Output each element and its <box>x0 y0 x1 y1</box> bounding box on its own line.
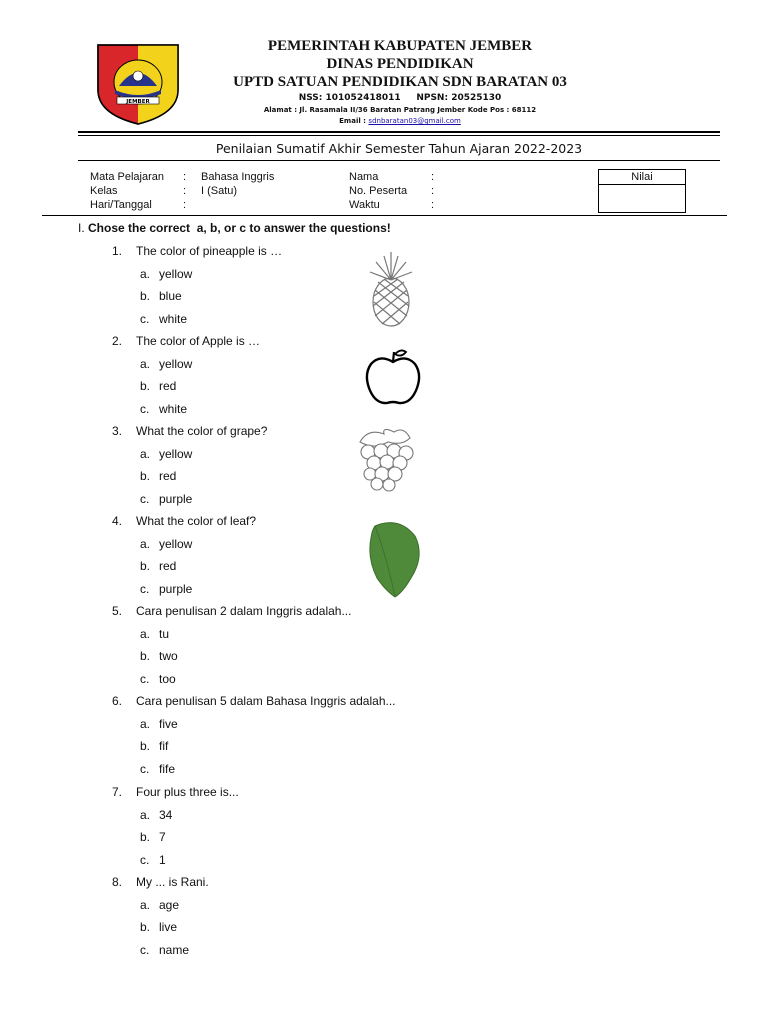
email-label: Email : <box>339 117 369 125</box>
regency-logo <box>95 42 181 126</box>
colon: : <box>183 185 187 197</box>
option-letter: a. <box>140 627 151 641</box>
header-email-line <box>200 117 600 125</box>
option[interactable] <box>140 492 192 506</box>
score-box <box>598 169 686 213</box>
question-6 <box>112 694 396 708</box>
header-department: DINAS PENDIDIKAN <box>326 56 474 72</box>
option[interactable] <box>140 537 192 551</box>
option-letter: a. <box>140 447 151 461</box>
option-text: tu <box>159 627 170 641</box>
label-class: Kelas <box>90 185 118 197</box>
option[interactable] <box>140 762 175 776</box>
question-7 <box>112 785 239 799</box>
option[interactable] <box>140 267 192 281</box>
option-letter: c. <box>140 762 150 776</box>
option-letter: b. <box>140 830 151 844</box>
question-text: What the color of grape? <box>136 424 268 438</box>
option-text: white <box>159 312 188 326</box>
option-text: yellow <box>159 447 193 461</box>
option[interactable] <box>140 312 187 326</box>
email-link[interactable]: sdnbaratan03@gmail.com <box>368 117 461 125</box>
option[interactable] <box>140 402 187 416</box>
option-text: two <box>159 649 178 663</box>
question-text: My ... is Rani. <box>136 875 209 889</box>
colon: : <box>183 199 187 211</box>
question-text: The color of pineapple is … <box>136 244 283 258</box>
label-name: Nama <box>349 171 379 183</box>
score-label: Nilai <box>599 170 685 185</box>
option[interactable] <box>140 649 178 663</box>
option[interactable] <box>140 943 189 957</box>
option-text: five <box>159 717 178 731</box>
option-text: purple <box>159 492 193 506</box>
option-letter: c. <box>140 672 150 686</box>
question-number: 4. <box>112 514 123 528</box>
option[interactable] <box>140 379 176 393</box>
pineapple-drawing <box>362 250 420 335</box>
option-letter: b. <box>140 289 151 303</box>
section-number: I. <box>78 221 85 235</box>
option-text: age <box>159 898 180 912</box>
question-text: Four plus three is... <box>136 785 239 799</box>
option-letter: a. <box>140 357 151 371</box>
option[interactable] <box>140 559 176 573</box>
exam-title: Penilaian Sumatif Akhir Semester Tahun Ajaran 2022-2023 <box>215 141 583 156</box>
question-text: Cara penulisan 2 dalam Inggris adalah... <box>136 604 352 618</box>
question-8 <box>112 875 209 889</box>
section-instruction-text: Chose the correct a, b, or c to answer the questions! <box>88 221 391 235</box>
option-letter: b. <box>140 739 151 753</box>
colon: : <box>183 171 187 183</box>
header-school: UPTD SATUAN PENDIDIKAN SDN BARATAN 03 <box>233 74 567 90</box>
question-number: 7. <box>112 785 123 799</box>
question-1 <box>112 244 282 258</box>
apple-outline <box>360 346 426 413</box>
colon: : <box>431 185 435 197</box>
option[interactable] <box>140 469 176 483</box>
question-number: 2. <box>112 334 123 348</box>
option[interactable] <box>140 289 182 303</box>
info-left-colons <box>183 170 186 212</box>
option-text: yellow <box>159 537 193 551</box>
option[interactable] <box>140 853 166 867</box>
option-text: yellow <box>159 267 193 281</box>
option-letter: a. <box>140 717 151 731</box>
question-5 <box>112 604 351 618</box>
header-address: Alamat : Jl. Rasamala II/36 Baratan Patrang Jember Kode Pos : 68112 <box>263 106 537 114</box>
question-number: 3. <box>112 424 123 438</box>
question-3 <box>112 424 267 438</box>
option-text: red <box>159 469 177 483</box>
option-letter: b. <box>140 379 151 393</box>
question-text: Cara penulisan 5 dalam Bahasa Inggris adalah... <box>136 694 396 708</box>
option-text: fife <box>159 762 176 776</box>
option-text: too <box>159 672 176 686</box>
option[interactable] <box>140 672 176 686</box>
option[interactable] <box>140 920 177 934</box>
info-left-values <box>201 170 274 198</box>
option[interactable] <box>140 582 192 596</box>
option-text: name <box>159 943 190 957</box>
option-text: red <box>159 559 177 573</box>
option[interactable] <box>140 447 192 461</box>
question-text: The color of Apple is … <box>136 334 261 348</box>
option-text: red <box>159 379 177 393</box>
option-text: 34 <box>159 808 173 822</box>
option-text: live <box>159 920 178 934</box>
info-divider <box>42 215 727 216</box>
question-text: What the color of leaf? <box>136 514 257 528</box>
option-letter: c. <box>140 312 150 326</box>
option-letter: a. <box>140 537 151 551</box>
question-4 <box>112 514 256 528</box>
option-letter: c. <box>140 492 150 506</box>
question-number: 1. <box>112 244 123 258</box>
option[interactable] <box>140 830 166 844</box>
option[interactable] <box>140 739 168 753</box>
option-letter: b. <box>140 920 151 934</box>
option-text: purple <box>159 582 193 596</box>
info-right-labels <box>349 170 407 212</box>
question-number: 5. <box>112 604 123 618</box>
option-letter: a. <box>140 267 151 281</box>
colon: : <box>431 171 435 183</box>
option-letter: c. <box>140 943 150 957</box>
option-letter: b. <box>140 559 151 573</box>
option-text: 7 <box>159 830 166 844</box>
question-number: 6. <box>112 694 123 708</box>
label-participant-number: No. Peserta <box>349 185 408 197</box>
grape-drawing <box>354 428 422 499</box>
info-left-labels <box>90 170 164 212</box>
option[interactable] <box>140 717 178 731</box>
option-letter: a. <box>140 898 151 912</box>
option-text: blue <box>159 289 182 303</box>
info-right-colons <box>431 170 434 212</box>
option[interactable] <box>140 808 172 822</box>
header-divider-thin <box>78 135 720 136</box>
logo-text: JEMBER <box>126 99 150 105</box>
question-number: 8. <box>112 875 123 889</box>
option-text: 1 <box>159 853 166 867</box>
option-text: fif <box>159 739 169 753</box>
option-letter: b. <box>140 649 151 663</box>
option-letter: c. <box>140 582 150 596</box>
label-day-date: Hari/Tanggal <box>90 199 152 211</box>
section-instruction <box>78 221 391 235</box>
option[interactable] <box>140 627 169 641</box>
title-divider <box>78 160 720 161</box>
header-divider <box>78 131 720 133</box>
option-letter: c. <box>140 853 150 867</box>
value-subject: Bahasa Inggris <box>201 171 275 183</box>
green-leaf <box>365 518 423 603</box>
label-time: Waktu <box>349 199 380 211</box>
colon: : <box>431 199 435 211</box>
option-letter: c. <box>140 402 150 416</box>
option-text: white <box>159 402 188 416</box>
option[interactable] <box>140 898 179 912</box>
option-letter: b. <box>140 469 151 483</box>
option-text: yellow <box>159 357 193 371</box>
question-2 <box>112 334 260 348</box>
value-class: I (Satu) <box>201 185 238 197</box>
option-letter: a. <box>140 808 151 822</box>
header-nss-npsn: NSS: 101052418011 NPSN: 20525130 <box>298 93 502 103</box>
header-government: PEMERINTAH KABUPATEN JEMBER <box>267 38 533 54</box>
option[interactable] <box>140 357 192 371</box>
label-subject: Mata Pelajaran <box>90 171 164 183</box>
